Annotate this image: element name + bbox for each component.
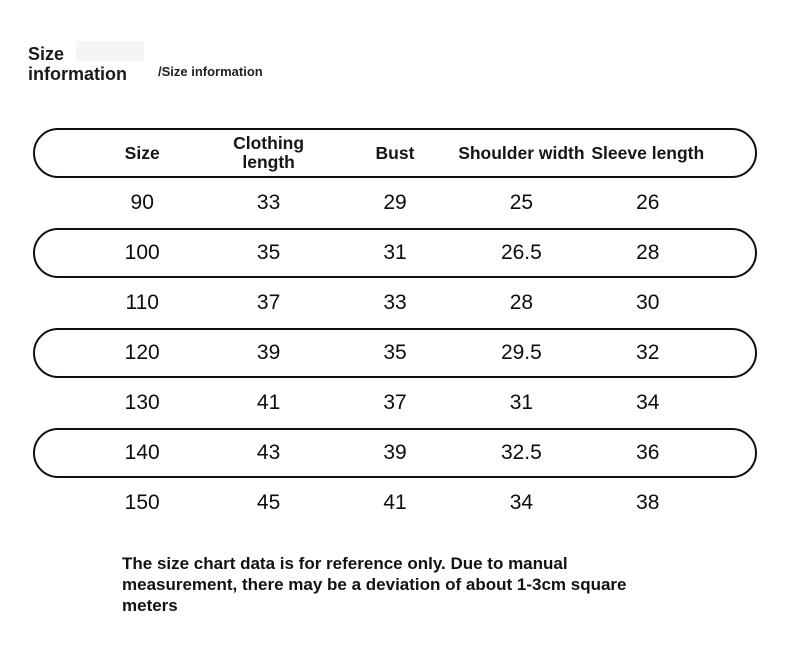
table-row — [33, 378, 757, 428]
table-row — [33, 278, 757, 328]
table-cell: 90 — [130, 191, 154, 214]
table-cell: 35 — [256, 241, 281, 264]
table-cell: 34 — [636, 391, 660, 414]
table-cell: 41 — [383, 491, 407, 514]
header-cell-sleeve-length: Sleeve length — [591, 142, 705, 163]
table-cell: 33 — [256, 191, 281, 214]
table-cell: 38 — [636, 491, 660, 514]
table-row — [33, 328, 757, 378]
table-cell: 37 — [383, 391, 407, 414]
table-cell: 26.5 — [500, 241, 542, 264]
table-cell: 26 — [636, 191, 660, 214]
table-cell: 31 — [509, 391, 534, 414]
header-cell-bust: Bust — [375, 142, 415, 163]
table-cell: 28 — [509, 291, 534, 314]
table-row — [33, 428, 757, 478]
table-cell: 29 — [383, 191, 407, 214]
table-cell: 120 — [124, 341, 160, 364]
table-cell: 41 — [256, 391, 281, 414]
table-cell: 36 — [636, 441, 660, 464]
table-cell: 29.5 — [500, 341, 542, 364]
table-cell: 32 — [636, 341, 660, 364]
table-cell: 28 — [636, 241, 660, 264]
table-cell: 39 — [256, 341, 281, 364]
table-cell: 39 — [383, 441, 407, 464]
table-cell: 45 — [256, 491, 281, 514]
table-header-row — [33, 128, 757, 178]
table-cell: 25 — [509, 191, 534, 214]
size-table — [33, 128, 757, 528]
table-row — [33, 478, 757, 528]
table-cell: 30 — [636, 291, 660, 314]
table-cell: 35 — [383, 341, 407, 364]
table-cell: 110 — [125, 291, 159, 314]
table-cell: 33 — [383, 291, 407, 314]
header-cell-clothing-length: Clothing length — [233, 133, 305, 172]
table-cell: 100 — [124, 241, 160, 264]
header-cell-size: Size — [124, 142, 160, 163]
page-title: Size information — [28, 44, 127, 84]
table-row — [33, 178, 757, 228]
table-cell: 43 — [256, 441, 281, 464]
table-cell: 140 — [124, 441, 160, 464]
table-cell: 31 — [383, 241, 407, 264]
table-cell: 130 — [124, 391, 160, 414]
table-cell: 32.5 — [500, 441, 542, 464]
page-subtitle: /Size information — [158, 64, 263, 79]
table-row — [33, 228, 757, 278]
footnote: The size chart data is for reference only. Due to manual measurement, there may be a deviation of about 1-3cm square meters — [122, 554, 627, 615]
table-cell: 150 — [124, 491, 160, 514]
table-cell: 34 — [509, 491, 534, 514]
header-cell-shoulder-width: Shoulder width — [458, 142, 585, 163]
table-cell: 37 — [256, 291, 281, 314]
